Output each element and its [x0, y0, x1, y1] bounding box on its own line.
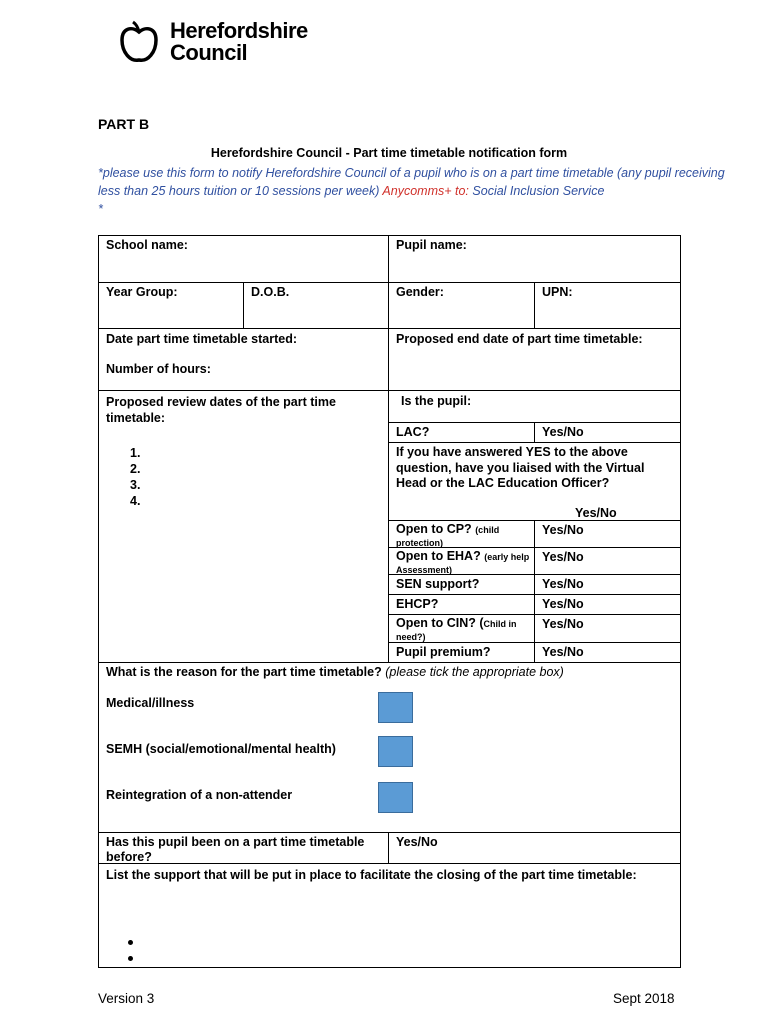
reason-hint: (please tick the appropriate box): [385, 665, 564, 679]
gender-label: Gender:: [396, 285, 444, 299]
eha-note: (early help Assessment): [396, 552, 530, 575]
reintegration-checkbox[interactable]: [378, 782, 413, 813]
before-question: Has this pupil been on a part time timetable before?: [106, 835, 365, 864]
dob-label: D.O.B.: [251, 285, 290, 299]
review-item-3: 3.: [130, 478, 141, 492]
reason-reintegration-label: Reintegration of a non-attender: [106, 788, 293, 802]
pupil-name-label: Pupil name:: [396, 238, 467, 252]
number-hours-label: Number of hours:: [106, 362, 211, 376]
is-pupil-label: Is the pupil:: [401, 394, 472, 408]
support-question: List the support that will be put in place to facilitate the closing of the part time timetable:: [106, 868, 637, 882]
form-title: Herefordshire Council - Part time timetable notification form: [210, 146, 568, 160]
part-heading: PART B: [98, 116, 150, 132]
cp-answer[interactable]: Yes/No: [542, 523, 584, 537]
logo-line-2: Council: [170, 40, 248, 65]
review-item-2: 2.: [130, 462, 141, 476]
reason-heading: [106, 665, 676, 680]
semh-checkbox[interactable]: [378, 736, 413, 767]
review-item-1: 1.: [130, 446, 141, 460]
review-item-4: 4.: [130, 494, 141, 508]
cp-note: (child protection): [396, 525, 500, 548]
intro-recipient: Anycomms+ to:: [382, 184, 469, 198]
eha-question: Open to EHA?: [396, 549, 481, 563]
reason-semh-label: SEMH (social/emotional/mental health): [106, 742, 336, 756]
cp-label: [396, 523, 531, 549]
support-bullet-1: [128, 940, 133, 945]
premium-answer[interactable]: Yes/No: [542, 645, 584, 659]
intro-star: *: [98, 202, 103, 216]
date-started-label: Date part time timetable started:: [106, 332, 298, 346]
medical-checkbox[interactable]: [378, 692, 413, 723]
liaised-label: If you have answered YES to the above question, have you liaised with the Virtual Head or the LAC Education Officer?: [396, 445, 645, 490]
reason-medical-label: Medical/illness: [106, 696, 195, 710]
footer-version: Version 3: [98, 991, 155, 1006]
proposed-end-label: Proposed end date of part time timetable:: [396, 332, 643, 346]
eha-label: [396, 550, 531, 576]
lac-answer[interactable]: Yes/No: [542, 425, 584, 439]
support-bullet-2: [128, 956, 133, 961]
apple-icon: [118, 20, 160, 64]
liaised-answer[interactable]: Yes/No: [575, 506, 617, 520]
intro-text: [98, 164, 728, 218]
logo-line-1: Herefordshire: [170, 18, 308, 43]
cp-question: Open to CP?: [396, 522, 472, 536]
reason-question: What is the reason for the part time timetable?: [106, 665, 382, 679]
lac-label: LAC?: [396, 425, 430, 439]
footer-date: Sept 2018: [613, 991, 675, 1006]
eha-answer[interactable]: Yes/No: [542, 550, 584, 564]
review-dates-label: Proposed review dates of the part time timetable:: [106, 395, 336, 425]
council-logo: [118, 20, 348, 68]
intro-service: Social Inclusion Service: [472, 184, 605, 198]
cin-question: Open to CIN? (: [396, 616, 484, 630]
premium-label: Pupil premium?: [396, 645, 491, 659]
year-group-label: Year Group:: [106, 285, 178, 299]
cin-answer[interactable]: Yes/No: [542, 617, 584, 631]
upn-label: UPN:: [542, 285, 573, 299]
intro-main: *please use this form to notify Herefordshire Council of a pupil who is on a part time timetable (any pupil receiving less than 25 hours tuition or 10 sessions per week): [98, 166, 725, 198]
cin-note: Child in need?): [396, 619, 517, 642]
sen-answer[interactable]: Yes/No: [542, 577, 584, 591]
ehcp-label: EHCP?: [396, 597, 439, 611]
ehcp-answer[interactable]: Yes/No: [542, 597, 584, 611]
sen-label: SEN support?: [396, 577, 480, 591]
before-answer[interactable]: Yes/No: [396, 835, 438, 849]
cin-label: [396, 617, 531, 643]
school-name-label: School name:: [106, 238, 188, 252]
